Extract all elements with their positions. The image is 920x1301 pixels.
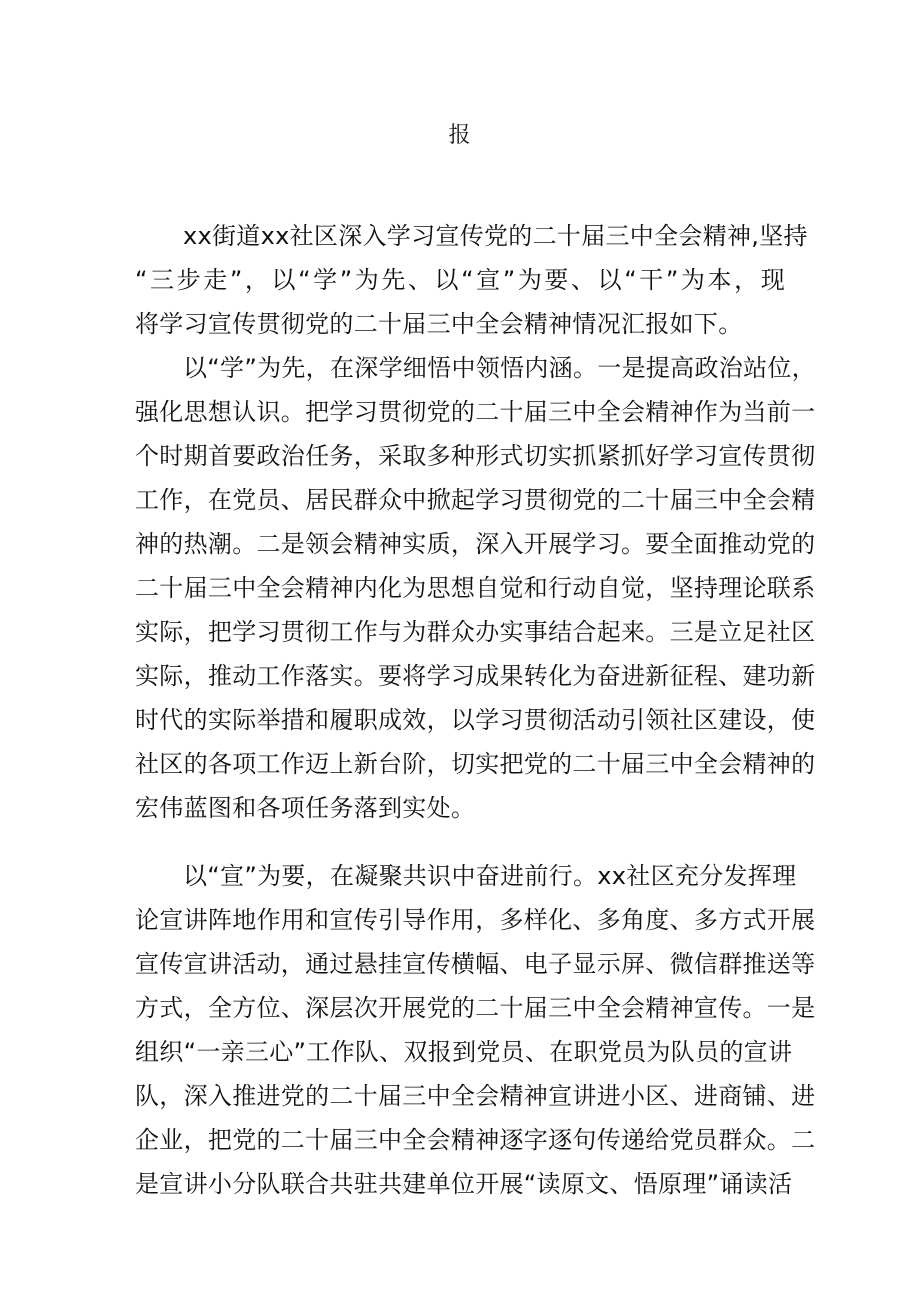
paragraph-2-line-11: 宏伟蓝图和各项任务落到实处。: [135, 794, 476, 822]
paragraph-3-line-4: 方式，全方位、深层次开展党的二十届三中全会精神宣传。一是: [135, 994, 816, 1022]
paragraph-2-line-9: 时代的实际举措和履职成效，以学习贯彻活动引领社区建设，使: [135, 706, 816, 734]
document-title: 报: [448, 123, 472, 148]
paragraph-1-line-2: “三步走”，以“学”为先、以“宣”为要、以“干”为本，现: [135, 266, 785, 294]
paragraph-2-line-8: 实际，推动工作落实。要将学习成果转化为奋进新征程、建功新: [135, 662, 816, 690]
paragraph-2-line-5: 神的热潮。二是领会精神实质，深入开展学习。要全面推动党的: [135, 530, 816, 558]
paragraph-3-line-1: 以“宣”为要，在凝聚共识中奋进前行。xx社区充分发挥理: [183, 862, 797, 890]
paragraph-2-line-3: 个时期首要政治任务，采取多种形式切实抓紧抓好学习宣传贯彻: [135, 442, 816, 470]
paragraph-3-line-5: 组织“一亲三心”工作队、双报到党员、在职党员为队员的宣讲: [135, 1038, 793, 1066]
paragraph-1-line-3: 将学习宣传贯彻党的二十届三中全会精神情况汇报如下。: [135, 310, 743, 338]
paragraph-2-line-2: 强化思想认识。把学习贯彻党的二十届三中全会精神作为当前一: [135, 398, 816, 426]
paragraph-2-line-1: 以“学”为先，在深学细悟中领悟内涵。一是提高政治站位，: [183, 354, 816, 382]
paragraph-3-line-3: 宣传宣讲活动，通过悬挂宣传横幅、电子显示屏、微信群推送等: [135, 950, 816, 978]
paragraph-3-line-7: 企业，把党的二十届三中全会精神逐字逐句传递给党员群众。二: [135, 1126, 816, 1154]
paragraph-3-line-2: 论宣讲阵地作用和宣传引导作用，多样化、多角度、多方式开展: [135, 906, 816, 934]
paragraph-1-line-1: xx街道xx社区深入学习宣传党的二十届三中全会精神,坚持: [183, 222, 808, 250]
paragraph-3-line-8: 是宣讲小分队联合共驻共建单位开展“读原文、悟原理”诵读活: [135, 1170, 793, 1198]
paragraph-2-line-4: 工作，在党员、居民群众中掀起学习贯彻党的二十届三中全会精: [135, 486, 816, 514]
paragraph-2-line-6: 二十届三中全会精神内化为思想自觉和行动自觉，坚持理论联系: [135, 574, 816, 602]
paragraph-2-line-10: 社区的各项工作迈上新台阶，切实把党的二十届三中全会精神的: [135, 750, 816, 778]
paragraph-2-line-7: 实际，把学习贯彻工作与为群众办实事结合起来。三是立足社区: [135, 618, 816, 646]
paragraph-3-line-6: 队，深入推进党的二十届三中全会精神宣讲进小区、进商铺、进: [135, 1082, 816, 1110]
